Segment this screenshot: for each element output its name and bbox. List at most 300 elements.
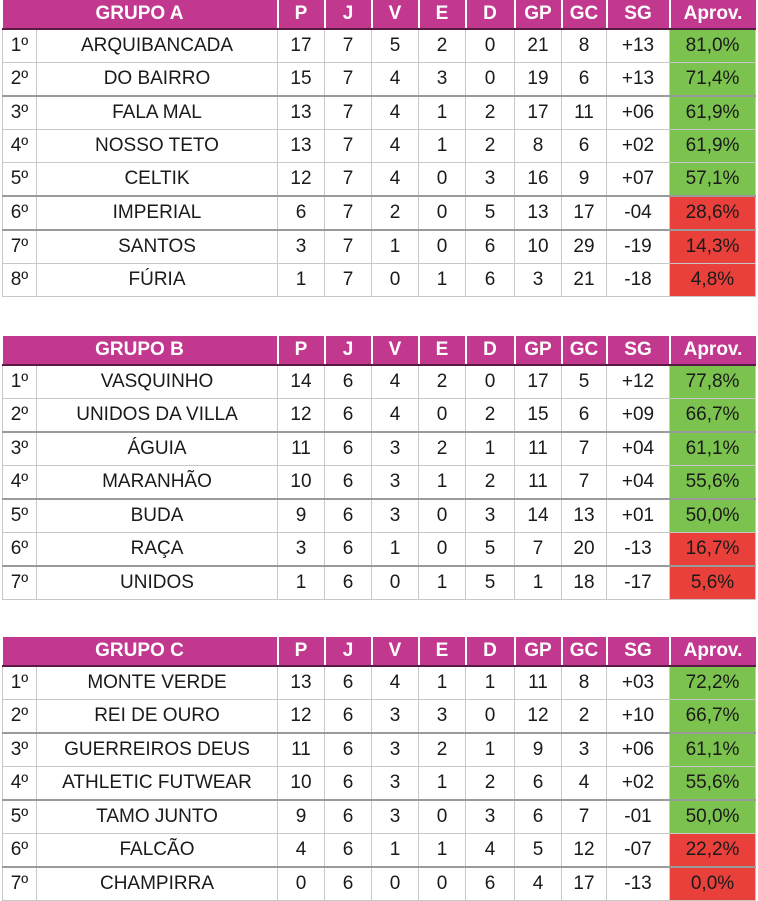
aproveitamento-cell: 72,2% <box>670 666 756 700</box>
table-row <box>3 432 756 466</box>
position-cell: 7º <box>3 566 37 600</box>
stat-cell-v: 1 <box>372 834 419 868</box>
stat-cell-p: 11 <box>278 733 325 767</box>
position-cell: 4º <box>3 130 37 163</box>
stat-cell-d: 0 <box>466 365 515 399</box>
stat-cell-sg: +12 <box>607 365 670 399</box>
team-name-cell: FÚRIA <box>37 264 278 297</box>
stat-cell-j: 7 <box>325 163 372 197</box>
column-header: GC <box>562 637 607 666</box>
stat-cell-sg: +13 <box>607 29 670 63</box>
aproveitamento-cell: 22,2% <box>670 834 756 868</box>
position-cell: 2º <box>3 63 37 97</box>
stat-cell-j: 6 <box>325 733 372 767</box>
stat-cell-e: 0 <box>419 533 466 567</box>
group-title: GRUPO A <box>3 0 278 29</box>
stat-cell-gp: 7 <box>515 533 562 567</box>
stat-cell-v: 3 <box>372 466 419 500</box>
table-row <box>3 666 756 700</box>
stat-cell-gc: 20 <box>562 533 607 567</box>
team-name-cell: TAMO JUNTO <box>37 800 278 834</box>
standings-table-group-1 <box>2 0 756 297</box>
aproveitamento-cell: 61,9% <box>670 130 756 163</box>
stat-cell-v: 4 <box>372 96 419 130</box>
stat-cell-e: 0 <box>419 399 466 433</box>
aproveitamento-cell: 5,6% <box>670 566 756 600</box>
stat-cell-gc: 3 <box>562 733 607 767</box>
team-name-cell: FALA MAL <box>37 96 278 130</box>
stat-cell-d: 6 <box>466 867 515 901</box>
stat-cell-e: 0 <box>419 196 466 230</box>
stat-cell-d: 6 <box>466 264 515 297</box>
stat-cell-j: 6 <box>325 767 372 801</box>
stat-cell-sg: +13 <box>607 63 670 97</box>
stat-cell-sg: +01 <box>607 499 670 533</box>
position-cell: 3º <box>3 733 37 767</box>
stat-cell-gc: 7 <box>562 800 607 834</box>
column-header: P <box>278 637 325 666</box>
stat-cell-p: 17 <box>278 29 325 63</box>
stat-cell-v: 0 <box>372 264 419 297</box>
stat-cell-gp: 12 <box>515 700 562 734</box>
column-header: D <box>466 0 515 29</box>
stat-cell-v: 0 <box>372 867 419 901</box>
stat-cell-gc: 13 <box>562 499 607 533</box>
stat-cell-sg: -18 <box>607 264 670 297</box>
stat-cell-p: 14 <box>278 365 325 399</box>
stat-cell-p: 12 <box>278 700 325 734</box>
stat-cell-gp: 10 <box>515 230 562 264</box>
stat-cell-j: 6 <box>325 533 372 567</box>
stat-cell-v: 1 <box>372 533 419 567</box>
stat-cell-sg: -04 <box>607 196 670 230</box>
stat-cell-j: 6 <box>325 566 372 600</box>
group-title: GRUPO C <box>3 637 278 666</box>
stat-cell-e: 0 <box>419 230 466 264</box>
stat-cell-gc: 5 <box>562 365 607 399</box>
stat-cell-j: 6 <box>325 834 372 868</box>
position-cell: 1º <box>3 365 37 399</box>
aproveitamento-cell: 0,0% <box>670 867 756 901</box>
stat-cell-gp: 11 <box>515 432 562 466</box>
column-header: E <box>419 0 466 29</box>
aproveitamento-cell: 55,6% <box>670 466 756 500</box>
stat-cell-e: 2 <box>419 29 466 63</box>
column-header: GC <box>562 0 607 29</box>
aproveitamento-cell: 66,7% <box>670 700 756 734</box>
column-header: E <box>419 336 466 365</box>
stat-cell-e: 2 <box>419 432 466 466</box>
team-name-cell: REI DE OURO <box>37 700 278 734</box>
stat-cell-v: 4 <box>372 365 419 399</box>
aproveitamento-cell: 71,4% <box>670 63 756 97</box>
position-cell: 1º <box>3 29 37 63</box>
column-header: GC <box>562 336 607 365</box>
stat-cell-sg: +09 <box>607 399 670 433</box>
stat-cell-e: 0 <box>419 499 466 533</box>
team-name-cell: ARQUIBANCADA <box>37 29 278 63</box>
stat-cell-d: 2 <box>466 130 515 163</box>
position-cell: 6º <box>3 196 37 230</box>
stat-cell-p: 13 <box>278 130 325 163</box>
position-cell: 6º <box>3 533 37 567</box>
stat-cell-p: 13 <box>278 96 325 130</box>
position-cell: 7º <box>3 230 37 264</box>
stat-cell-p: 13 <box>278 666 325 700</box>
column-header: V <box>372 336 419 365</box>
stat-cell-p: 1 <box>278 264 325 297</box>
team-name-cell: IMPERIAL <box>37 196 278 230</box>
stat-cell-j: 7 <box>325 96 372 130</box>
stat-cell-j: 7 <box>325 264 372 297</box>
table-row <box>3 533 756 567</box>
stat-cell-d: 3 <box>466 800 515 834</box>
team-name-cell: VASQUINHO <box>37 365 278 399</box>
stat-cell-j: 6 <box>325 867 372 901</box>
column-header: V <box>372 0 419 29</box>
team-name-cell: GUERREIROS DEUS <box>37 733 278 767</box>
position-cell: 7º <box>3 867 37 901</box>
table-row <box>3 365 756 399</box>
stat-cell-p: 9 <box>278 800 325 834</box>
stat-cell-e: 3 <box>419 700 466 734</box>
stat-cell-gc: 21 <box>562 264 607 297</box>
column-header: SG <box>607 336 670 365</box>
stat-cell-gp: 11 <box>515 666 562 700</box>
stat-cell-j: 6 <box>325 432 372 466</box>
stat-cell-j: 7 <box>325 196 372 230</box>
position-cell: 3º <box>3 96 37 130</box>
stat-cell-d: 0 <box>466 700 515 734</box>
stat-cell-j: 6 <box>325 365 372 399</box>
column-header: E <box>419 637 466 666</box>
stat-cell-gp: 13 <box>515 196 562 230</box>
stat-cell-sg: -07 <box>607 834 670 868</box>
table-row <box>3 767 756 801</box>
table-header-row <box>3 637 756 666</box>
stat-cell-gc: 11 <box>562 96 607 130</box>
team-name-cell: FALCÃO <box>37 834 278 868</box>
aproveitamento-cell: 4,8% <box>670 264 756 297</box>
column-header: GP <box>515 336 562 365</box>
column-header: V <box>372 637 419 666</box>
stat-cell-e: 0 <box>419 800 466 834</box>
stat-cell-d: 0 <box>466 29 515 63</box>
stat-cell-e: 2 <box>419 365 466 399</box>
team-name-cell: MONTE VERDE <box>37 666 278 700</box>
team-name-cell: UNIDOS DA VILLA <box>37 399 278 433</box>
aproveitamento-cell: 61,9% <box>670 96 756 130</box>
table-row <box>3 834 756 868</box>
stat-cell-sg: -13 <box>607 867 670 901</box>
stat-cell-e: 1 <box>419 666 466 700</box>
column-header: Aprov. <box>670 0 756 29</box>
table-row <box>3 196 756 230</box>
stat-cell-gc: 17 <box>562 196 607 230</box>
position-cell: 6º <box>3 834 37 868</box>
stat-cell-p: 1 <box>278 566 325 600</box>
stat-cell-gc: 4 <box>562 767 607 801</box>
stat-cell-v: 3 <box>372 733 419 767</box>
team-name-cell: UNIDOS <box>37 566 278 600</box>
position-cell: 4º <box>3 466 37 500</box>
stat-cell-e: 3 <box>419 63 466 97</box>
column-header: Aprov. <box>670 336 756 365</box>
stat-cell-e: 1 <box>419 767 466 801</box>
stat-cell-p: 10 <box>278 466 325 500</box>
stat-cell-p: 10 <box>278 767 325 801</box>
stat-cell-gp: 3 <box>515 264 562 297</box>
stat-cell-sg: +06 <box>607 96 670 130</box>
position-cell: 4º <box>3 767 37 801</box>
stat-cell-gc: 12 <box>562 834 607 868</box>
stat-cell-gc: 9 <box>562 163 607 197</box>
stat-cell-sg: +07 <box>607 163 670 197</box>
stat-cell-v: 3 <box>372 800 419 834</box>
aproveitamento-cell: 77,8% <box>670 365 756 399</box>
stat-cell-d: 2 <box>466 399 515 433</box>
stat-cell-p: 11 <box>278 432 325 466</box>
aproveitamento-cell: 50,0% <box>670 499 756 533</box>
stat-cell-d: 2 <box>466 767 515 801</box>
standings-table-group-3 <box>2 637 756 901</box>
stat-cell-gc: 18 <box>562 566 607 600</box>
stat-cell-p: 12 <box>278 399 325 433</box>
column-header: GP <box>515 637 562 666</box>
stat-cell-v: 2 <box>372 196 419 230</box>
stat-cell-gp: 19 <box>515 63 562 97</box>
table-row <box>3 800 756 834</box>
column-header: SG <box>607 0 670 29</box>
table-row <box>3 700 756 734</box>
stat-cell-d: 1 <box>466 432 515 466</box>
stat-cell-p: 3 <box>278 533 325 567</box>
table-row <box>3 130 756 163</box>
stat-cell-e: 0 <box>419 163 466 197</box>
stat-cell-p: 0 <box>278 867 325 901</box>
stat-cell-v: 3 <box>372 700 419 734</box>
stat-cell-gp: 1 <box>515 566 562 600</box>
team-name-cell: CELTIK <box>37 163 278 197</box>
stat-cell-e: 1 <box>419 566 466 600</box>
stat-cell-j: 6 <box>325 700 372 734</box>
stat-cell-d: 5 <box>466 196 515 230</box>
stat-cell-j: 7 <box>325 130 372 163</box>
column-header: D <box>466 336 515 365</box>
stat-cell-v: 4 <box>372 163 419 197</box>
stat-cell-sg: +02 <box>607 130 670 163</box>
table-row <box>3 466 756 500</box>
table-row <box>3 399 756 433</box>
table-row <box>3 163 756 197</box>
stat-cell-gc: 6 <box>562 130 607 163</box>
stat-cell-d: 4 <box>466 834 515 868</box>
position-cell: 8º <box>3 264 37 297</box>
stat-cell-j: 7 <box>325 63 372 97</box>
stat-cell-v: 5 <box>372 29 419 63</box>
aproveitamento-cell: 81,0% <box>670 29 756 63</box>
stat-cell-gc: 7 <box>562 466 607 500</box>
stat-cell-p: 3 <box>278 230 325 264</box>
aproveitamento-cell: 55,6% <box>670 767 756 801</box>
position-cell: 5º <box>3 800 37 834</box>
column-header: P <box>278 336 325 365</box>
table-header-row <box>3 0 756 29</box>
stat-cell-sg: -19 <box>607 230 670 264</box>
stat-cell-p: 6 <box>278 196 325 230</box>
stat-cell-j: 7 <box>325 230 372 264</box>
table-row <box>3 867 756 901</box>
stat-cell-sg: +02 <box>607 767 670 801</box>
stat-cell-gc: 6 <box>562 63 607 97</box>
team-name-cell: ÁGUIA <box>37 432 278 466</box>
stat-cell-e: 2 <box>419 733 466 767</box>
column-header: Aprov. <box>670 637 756 666</box>
stat-cell-d: 2 <box>466 466 515 500</box>
table-row <box>3 29 756 63</box>
stat-cell-v: 4 <box>372 666 419 700</box>
stat-cell-v: 4 <box>372 399 419 433</box>
aproveitamento-cell: 61,1% <box>670 432 756 466</box>
stat-cell-p: 12 <box>278 163 325 197</box>
stat-cell-gc: 6 <box>562 399 607 433</box>
stat-cell-gp: 6 <box>515 767 562 801</box>
aproveitamento-cell: 66,7% <box>670 399 756 433</box>
position-cell: 1º <box>3 666 37 700</box>
stat-cell-sg: +03 <box>607 666 670 700</box>
table-row <box>3 499 756 533</box>
stat-cell-p: 4 <box>278 834 325 868</box>
stat-cell-v: 0 <box>372 566 419 600</box>
column-header: D <box>466 637 515 666</box>
stat-cell-j: 6 <box>325 499 372 533</box>
stat-cell-e: 1 <box>419 264 466 297</box>
table-row <box>3 566 756 600</box>
stat-cell-v: 3 <box>372 767 419 801</box>
stat-cell-e: 1 <box>419 834 466 868</box>
stat-cell-gp: 17 <box>515 96 562 130</box>
stat-cell-v: 3 <box>372 432 419 466</box>
stat-cell-gp: 16 <box>515 163 562 197</box>
column-header: SG <box>607 637 670 666</box>
stat-cell-v: 3 <box>372 499 419 533</box>
stat-cell-j: 6 <box>325 466 372 500</box>
stat-cell-gc: 8 <box>562 29 607 63</box>
stat-cell-gp: 8 <box>515 130 562 163</box>
position-cell: 2º <box>3 399 37 433</box>
stat-cell-d: 1 <box>466 733 515 767</box>
stat-cell-d: 3 <box>466 163 515 197</box>
stat-cell-j: 6 <box>325 666 372 700</box>
stat-cell-sg: -17 <box>607 566 670 600</box>
position-cell: 5º <box>3 499 37 533</box>
stat-cell-e: 1 <box>419 130 466 163</box>
aproveitamento-cell: 28,6% <box>670 196 756 230</box>
column-header: J <box>325 637 372 666</box>
column-header: P <box>278 0 325 29</box>
aproveitamento-cell: 16,7% <box>670 533 756 567</box>
stat-cell-gc: 7 <box>562 432 607 466</box>
stat-cell-p: 9 <box>278 499 325 533</box>
stat-cell-d: 0 <box>466 63 515 97</box>
stat-cell-v: 4 <box>372 130 419 163</box>
column-header: J <box>325 336 372 365</box>
stat-cell-d: 1 <box>466 666 515 700</box>
team-name-cell: BUDA <box>37 499 278 533</box>
stat-cell-sg: -13 <box>607 533 670 567</box>
stat-cell-gp: 4 <box>515 867 562 901</box>
stat-cell-gp: 6 <box>515 800 562 834</box>
position-cell: 2º <box>3 700 37 734</box>
team-name-cell: NOSSO TETO <box>37 130 278 163</box>
column-header: GP <box>515 0 562 29</box>
stat-cell-gp: 15 <box>515 399 562 433</box>
table-row <box>3 230 756 264</box>
stat-cell-gc: 8 <box>562 666 607 700</box>
position-cell: 3º <box>3 432 37 466</box>
stat-cell-v: 4 <box>372 63 419 97</box>
stat-cell-sg: +06 <box>607 733 670 767</box>
stat-cell-p: 15 <box>278 63 325 97</box>
team-name-cell: ATHLETIC FUTWEAR <box>37 767 278 801</box>
stat-cell-e: 1 <box>419 466 466 500</box>
stat-cell-d: 3 <box>466 499 515 533</box>
stat-cell-sg: -01 <box>607 800 670 834</box>
stat-cell-gc: 17 <box>562 867 607 901</box>
table-header-row <box>3 336 756 365</box>
stat-cell-d: 5 <box>466 566 515 600</box>
stat-cell-gp: 17 <box>515 365 562 399</box>
stat-cell-gc: 29 <box>562 230 607 264</box>
stat-cell-j: 6 <box>325 800 372 834</box>
stat-cell-gp: 21 <box>515 29 562 63</box>
stat-cell-gc: 2 <box>562 700 607 734</box>
stat-cell-d: 5 <box>466 533 515 567</box>
stat-cell-v: 1 <box>372 230 419 264</box>
position-cell: 5º <box>3 163 37 197</box>
table-row <box>3 264 756 297</box>
team-name-cell: CHAMPIRRA <box>37 867 278 901</box>
stat-cell-gp: 9 <box>515 733 562 767</box>
stat-cell-gp: 5 <box>515 834 562 868</box>
stat-cell-d: 2 <box>466 96 515 130</box>
aproveitamento-cell: 14,3% <box>670 230 756 264</box>
aproveitamento-cell: 61,1% <box>670 733 756 767</box>
table-row <box>3 96 756 130</box>
team-name-cell: RAÇA <box>37 533 278 567</box>
column-header: J <box>325 0 372 29</box>
stat-cell-gp: 11 <box>515 466 562 500</box>
team-name-cell: MARANHÃO <box>37 466 278 500</box>
table-row <box>3 733 756 767</box>
stat-cell-j: 6 <box>325 399 372 433</box>
stat-cell-e: 1 <box>419 96 466 130</box>
stat-cell-j: 7 <box>325 29 372 63</box>
stat-cell-sg: +04 <box>607 432 670 466</box>
aproveitamento-cell: 57,1% <box>670 163 756 197</box>
team-name-cell: DO BAIRRO <box>37 63 278 97</box>
team-name-cell: SANTOS <box>37 230 278 264</box>
aproveitamento-cell: 50,0% <box>670 800 756 834</box>
stat-cell-sg: +04 <box>607 466 670 500</box>
stat-cell-e: 0 <box>419 867 466 901</box>
stat-cell-gp: 14 <box>515 499 562 533</box>
stat-cell-sg: +10 <box>607 700 670 734</box>
table-row <box>3 63 756 97</box>
group-title: GRUPO B <box>3 336 278 365</box>
standings-table-group-2 <box>2 336 756 600</box>
stat-cell-d: 6 <box>466 230 515 264</box>
